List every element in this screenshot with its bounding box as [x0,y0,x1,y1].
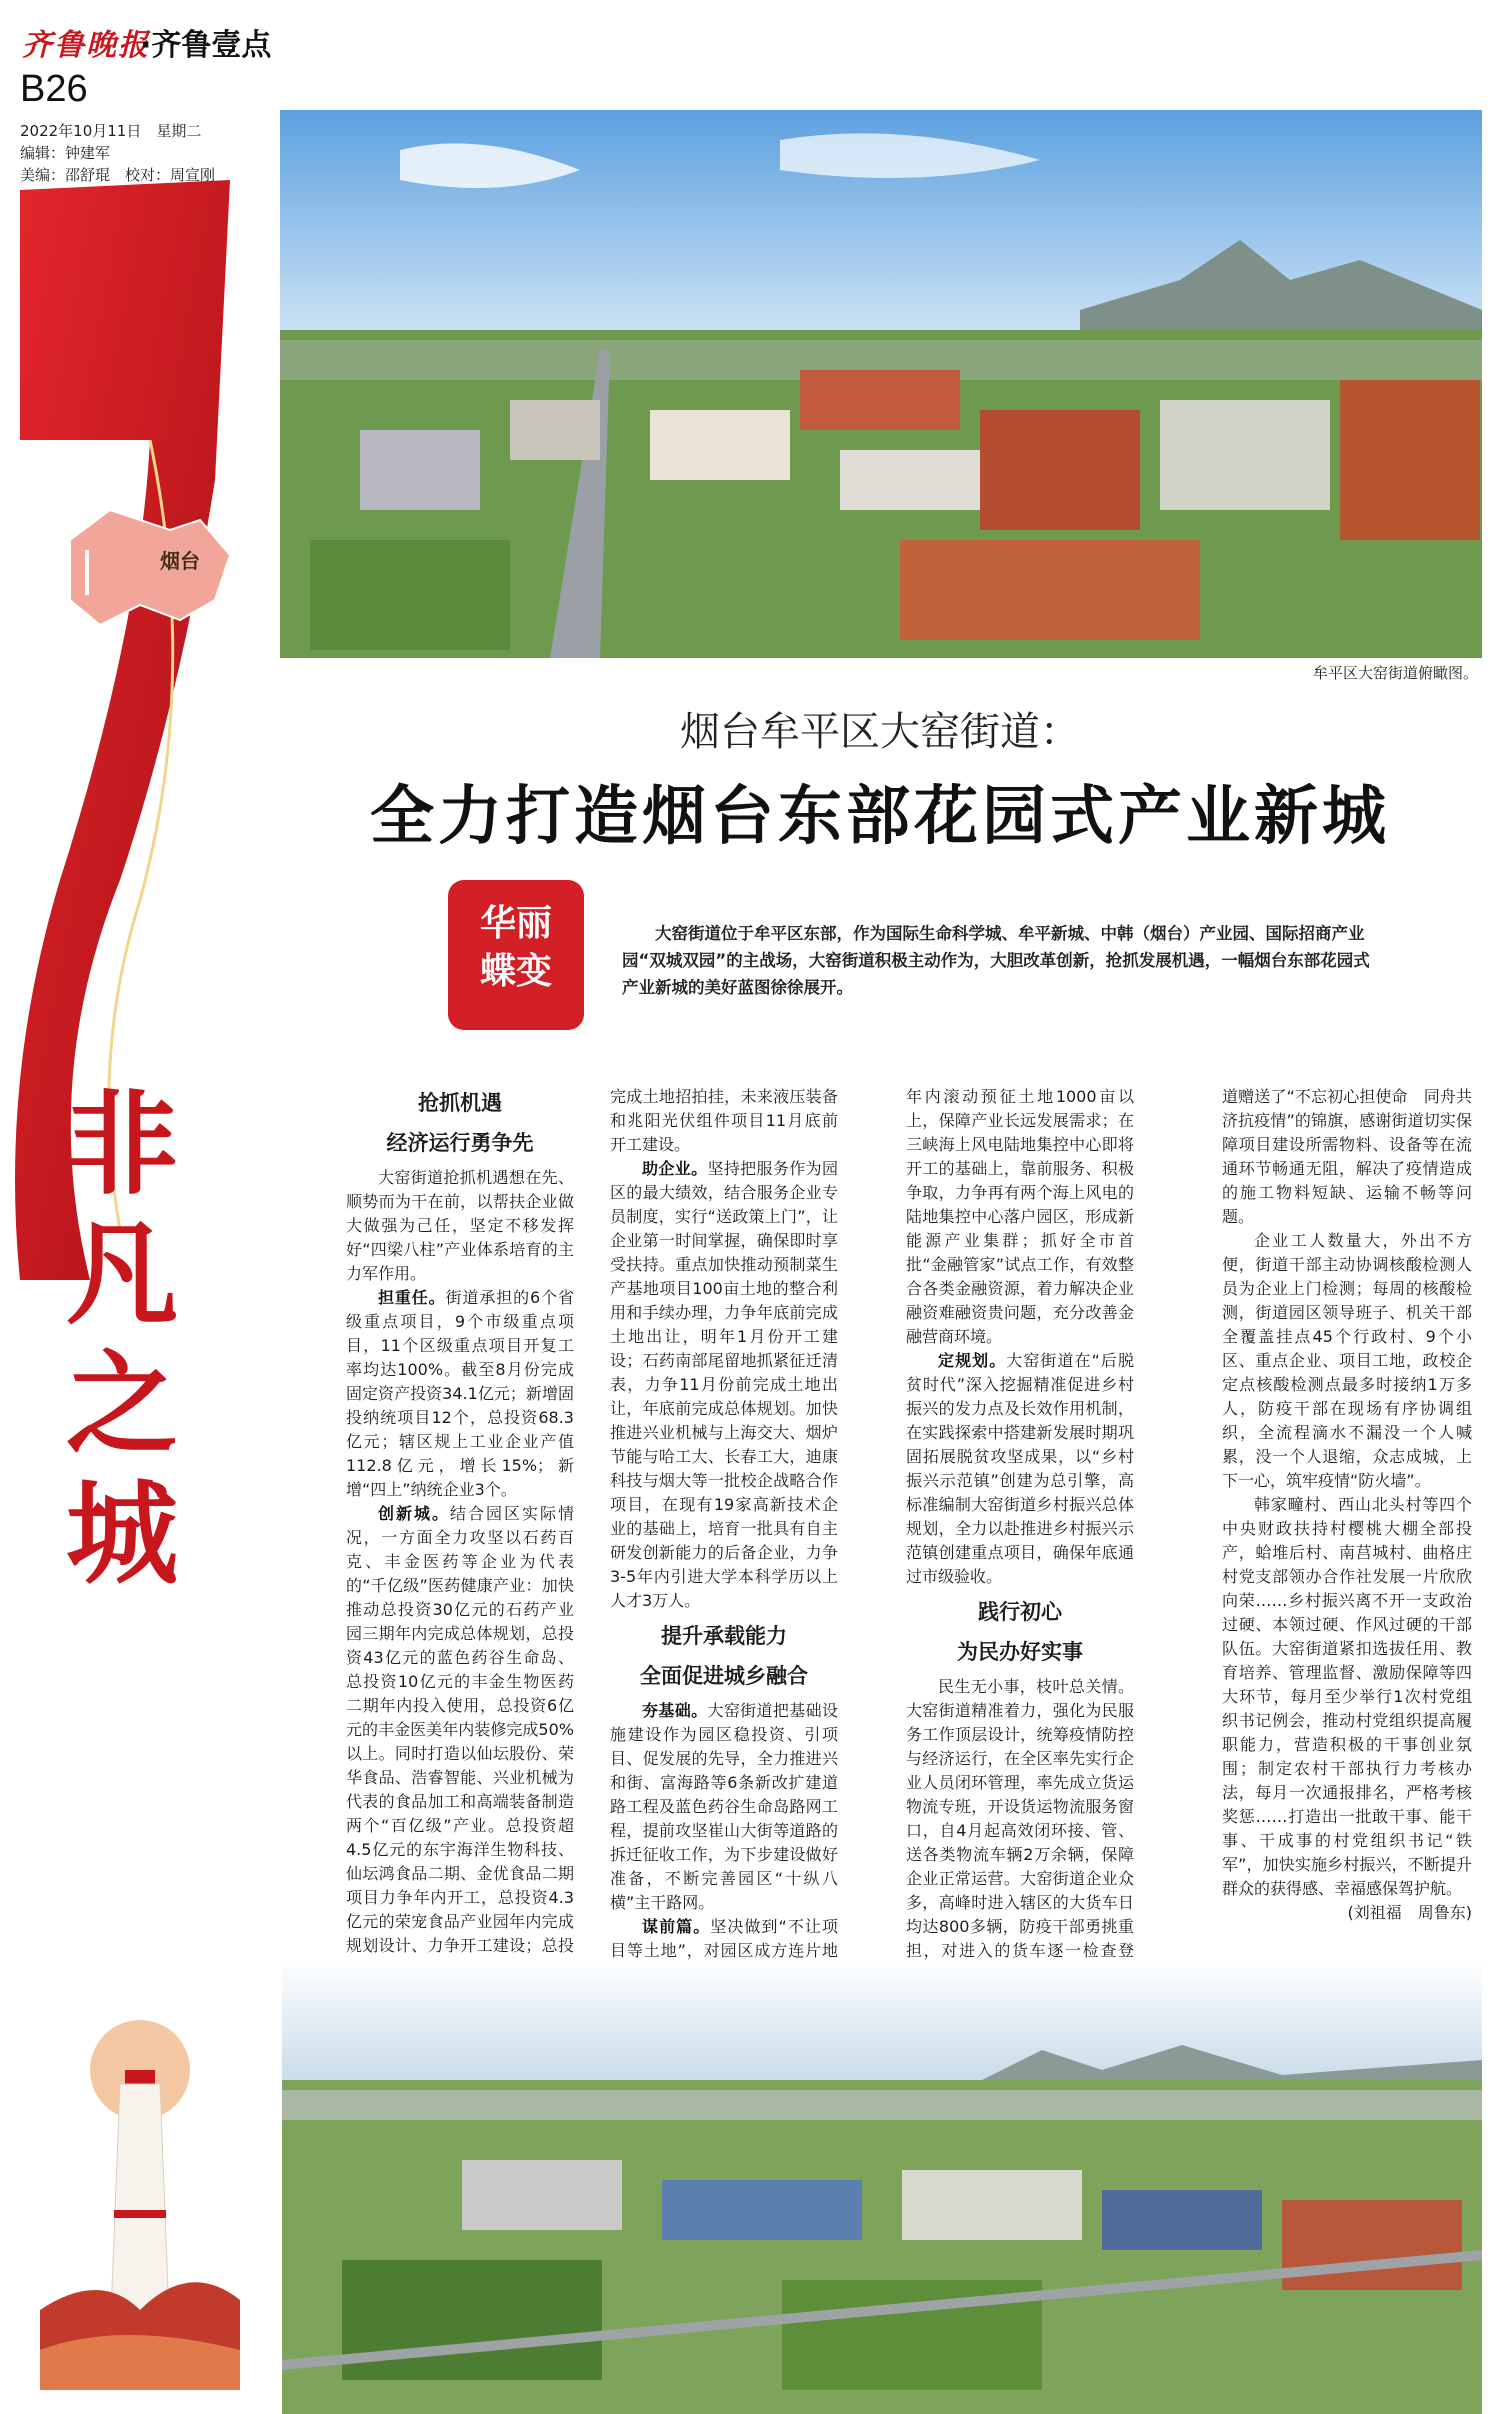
paragraph [906,1349,1134,1589]
badge-line-2: 蝶变 [479,951,552,992]
subhead-1b: 经济运行勇争先 [386,1130,534,1155]
lead-paragraph: 大窑街道位于牟平区东部，作为国际生命科学城、牟平新城、中韩（烟台）产业园、国际招商产业园“双城双园”的主战场，大窑街道积极主动作为，大胆改革创新，抢抓发展机遇，一幅烟台东部花园式产业新城的美好蓝图徐徐展开。 [622,924,1370,997]
page-number: B26 [20,68,88,110]
paragraph: 民生无小事，枝叶总关情。大窑街道精准着力，强化为民服务工作顶层设计，统筹疫情防控与经济运行，在全区率先实行企业人员闭环管理，率先成立货运物流专班，开设货运物流服务窗口，自4月起高效闭环接、管、送各类物流车辆2万余辆，保障企业正常运营。大窑街道企业众多，高峰时进入辖区的大货车日均达800多辆，防疫干部勇挑重担，对进入的货车逐一检查登 [906,1677,1134,1960]
paragraph-text: 街道承担的6个省级重点项目，9个市级重点项目，11个区级重点项目开复工率均达100%。截至8月份完成固定资产投资34.1亿元；新增固投纳统项目12个，总投资68.3亿元；辖区规上工业企业产值112.8亿元，增长15%；新增“四上”纳统企业3个。 [346,1288,574,1499]
subhead-2a: 提升承载能力 [661,1623,787,1648]
headline: 全力打造烟台东部花园式产业新城 [370,779,1390,854]
photo-caption: 牟平区大窑街道俯瞰图。 [1312,664,1478,682]
article-column-4 [1222,1085,1472,1925]
masthead-logo: 齐鲁晚报 [22,28,150,63]
issue-date: 2022年10月11日 星期二 [20,122,202,140]
paragraph: 道赠送了“不忘初心担使命 同舟共济抗疫情”的锦旗，感谢街道切实保障项目建设所需物料、设备等在流通环节畅通无阻，解决了疫情造成的施工物料短缺、运输不畅等问题。 [1222,1087,1472,1226]
paragraph-text: 大窑街道在“后脱贫时代”深入挖掘精准促进乡村振兴的发力点及长效作用机制，在实践探索中搭建新发展时期巩固拓展脱贫攻坚成果，以“乡村振兴示范镇”创建为总引擎，高标准编制大窑街道乡村振兴总体规划，全力以赴推进乡村振兴示范镇创建重点项目，确保年底通过市级验收。 [906,1351,1134,1586]
paragraph: 韩家疃村、西山北头村等四个中央财政扶持村樱桃大棚全部投产，蛤堆后村、南莒城村、曲格庄村党支部领办合作社发展一片欣欣向荣……乡村振兴离不开一支政治过硬、本领过硬、作风过硬的干部队伍。大窑街道紧扣选拔任用、教育培养、管理监督、激励保障等四大环节，每月至少举行1次村党组织书记例会，推动村党组织提高履职能力，营造积极的干事创业氛围；制定农村干部执行力考核办法，每月一次通报排名，严格考核奖惩……打造出一批敢干事、能干事、干成事的村党组织书记“铁军”，加快实施乡村振兴，不断提升群众的获得感、幸福感保驾护航。 [1222,1495,1472,1898]
subhead-2b: 全面促进城乡融合 [640,1663,808,1688]
paragraph [346,1286,574,1502]
keyword: 谋前篇。 [642,1917,711,1936]
byline: (刘祖福 周鲁东) [1347,1903,1472,1922]
editor-credit: 编辑：钟建军 [20,144,111,162]
aerial-photo-bottom [282,1960,1482,2414]
map-label: 烟台 [160,549,200,573]
design-credit: 美编：邵舒琨 校对：周宣刚 [20,166,216,184]
calligraphy-title: 非凡之城 [66,1079,178,1600]
paragraph: 企业工人数量大，外出不方便，街道干部主动协调核酸检测人员为企业上门检测；每周的核酸检测，街道园区领导班子、机关干部全覆盖挂点45个行政村、9个小区、重点企业、项目工地，政校企定点核酸检测点最多时接纳1万多人，防疫干部在现场有序协调组织，全流程滴水不漏没一个人喊累，没一个人退缩，众志成城，上下一心，筑牢疫情“防火墙”。 [1222,1231,1472,1490]
paragraph-text: 结合园区实际情况，一方面全力攻坚以石药百克、丰金医药等企业为代表的“千亿级”医药健康产业：加快推动总投资30亿元的石药产业园三期年内完成总体规划，总投资43亿元的蓝色药谷生命岛、总投资10亿元的丰金生物医药二期年内投入使用，总投资6亿元的丰金医美年内装修完成50%以上。同时打造以仙坛股份、荣华食品、浩睿智能、兴业机械为代表的食品加工和高端装备制造两个“百亿级”产业。总投资超4.5亿元的东宇海洋生物科技、仙坛鸿食品二期、金优食品二期项目力争年内开工，总投资4.3亿元的荣宠食品产业园年内完成规划设计、力争开工建设；总投 [346,1504,574,1955]
keyword: 担重任。 [378,1288,446,1307]
keyword: 定规划。 [938,1351,1007,1370]
subhead-1a: 抢抓机遇 [418,1090,502,1115]
section-badge [448,880,584,1030]
article-column-1 [346,1080,574,2006]
paragraph [610,1157,838,1613]
keyword: 助企业。 [642,1159,708,1178]
badge-line-1: 华丽 [479,903,552,944]
paragraph: 大窑街道抢抓机遇想在先、顺势而为干在前，以帮扶企业做大做强为己任，坚定不移发挥好“四梁八柱”产业体系培育的主力军作用。 [346,1168,574,1283]
paragraph-text: 坚持把服务作为园区的最大绩效，结合服务企业专员制度，实行“送政策上门”，让企业第一时间掌握，确保即时享受扶持。重点加快推动预制菜生产基地项目100亩土地的整合利用和手续办理，力争年底前完成土地出让，明年1月份开工建设；石药南部尾留地抓紧征迁清表，力争11月份前完成土地出让，年底前完成总体规划。加快推进兴业机械与上海交大、烟炉节能与哈工大、长春工大，迪康科技与烟大等一批校企战略合作项目，在现有19家高新技术企业的基础上，培育一批具有自主研发创新能力的后备企业，力争3-5年内引进大学本科学历以上人才3万人。 [610,1159,838,1610]
masthead-subtitle: ·齐鲁壹点 [140,28,272,63]
paragraph: 年内滚动预征土地1000亩以上，保障产业长远发展需求；在三峡海上风电陆地集控中心即将开工的基础上，靠前服务、积极争取，力争再有两个海上风电的陆地集控中心落户园区，形成新能源产业集群；抓好全市首批“金融管家”试点工作，有效整合各类金融资源，着力解决企业融资难融资贵问题，充分改善金融营商环境。 [906,1087,1134,1346]
subhead-3a: 践行初心 [978,1599,1062,1624]
paragraph: 完成土地招拍挂，未来液压装备和兆阳光伏组件项目11月底前开工建设。 [610,1087,838,1154]
subhead-3b: 为民办好实事 [957,1639,1083,1664]
paragraph-text: 坚决做到“不让项目等土地”，对园区成方连片地 [610,1917,838,1960]
paragraph [610,1699,838,1915]
aerial-photo-top [280,110,1482,658]
keyword: 创新城。 [378,1504,450,1523]
paragraph [346,1502,574,2006]
kicker-title: 烟台牟平区大窑街道： [680,709,1080,755]
article-column-3 [906,1085,1134,2011]
keyword: 夯基础。 [642,1701,708,1720]
lighthouse-illustration [40,2010,240,2390]
paragraph-text: 大窑街道把基础设施建设作为园区稳投资、引项目、促发展的先导，全力推进兴和街、富海路等6条新改扩建道路工程及蓝色药谷生命岛路网工程，提前攻坚崔山大街等道路的拆迁征收工作，为下步建设做好准备，不断完善园区“十纵八横”主干路网。 [610,1701,838,1912]
article-column-2 [610,1085,838,2011]
